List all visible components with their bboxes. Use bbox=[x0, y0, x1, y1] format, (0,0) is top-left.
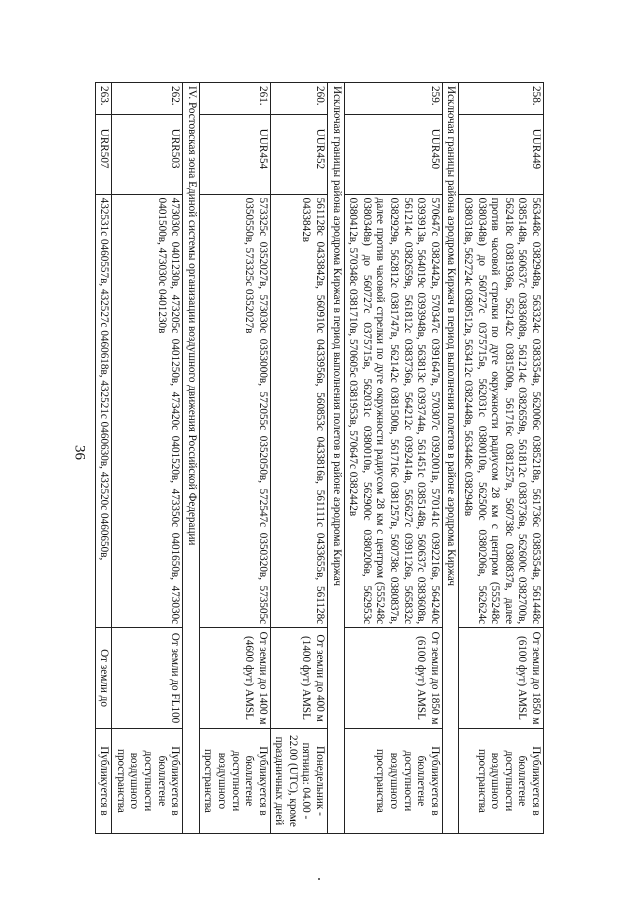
zone-coordinates: 561128с 0433842в, 560910с 0433956в, 560853с 0433816в, 561111с 0433655в, 561128с 0433842в bbox=[270, 194, 327, 628]
remarks: Публикуется в бюллетене доступности воздушного пространства bbox=[199, 728, 270, 833]
zone-id: URR507 bbox=[95, 114, 112, 194]
zone-id: UUR450 bbox=[344, 114, 442, 194]
page-number: 36 bbox=[71, 445, 88, 460]
vertical-limits: От земли до 400 м (1400 фут) AMSL bbox=[270, 628, 327, 729]
table-row-259 bbox=[344, 83, 442, 834]
remarks: Понедельник - пятница: 04.00 - 22.00 (UTC), кроме праздничных дней bbox=[270, 728, 327, 833]
row-number: 258. bbox=[459, 83, 544, 115]
table-row-262 bbox=[112, 83, 183, 834]
table-note-row bbox=[442, 83, 459, 834]
zone-coordinates: 570647с 0382442в, 570347с 0391647в, 570307с 0392001в, 570141с 0392216в, 564240с 0393913в, 564019с 0393948в, 563813с 0393744в, 561451с 0385148в, 560637с 0383608в, 561214с 0382659в, 561812с 0383736в, 564212с 0392414в, 565627с 0391126в, 565832с 0382929в, 562812с 0381747в, 562142с 0381500в, 561716с 0381257в, 560738с 0380837в, далее против часовой стрелки по дуге окружности радиусом 28 км с центром (555248с 0380348в) до 560727с 0375715в, 562031с 0380010в, 562900с 0380206в, 562953с 0380412в, 570348с 0381710в, 570605с 0381953в, 570647с 0382442в bbox=[344, 194, 442, 628]
table-row-263 bbox=[95, 83, 112, 834]
zone-id: UUR454 bbox=[199, 114, 270, 194]
remarks: Публикуется в бюллетене доступности воздушного пространства bbox=[459, 728, 544, 833]
zone-coordinates: 473030с 0401230в, 473205с 0401250в, 473420с 0401520в, 473350с 0401650в, 473030с 0401500в, 473030с 0401230в bbox=[112, 194, 183, 628]
row-number: 263. bbox=[95, 83, 112, 115]
vertical-limits: От земли до 1850 м (6100 фут) AMSL bbox=[344, 628, 442, 729]
zone-id: UUR449 bbox=[459, 114, 544, 194]
section-header-row bbox=[183, 83, 200, 834]
row-number: 262. bbox=[112, 83, 183, 115]
airspace-table-rotated bbox=[90, 82, 544, 834]
remarks: Публикуется в bbox=[95, 728, 112, 833]
table-note-row bbox=[328, 83, 345, 834]
row-number: 261. bbox=[199, 83, 270, 115]
table-row-258 bbox=[459, 83, 544, 834]
row-number: 260. bbox=[270, 83, 327, 115]
table-row-261 bbox=[199, 83, 270, 834]
row-number: 259. bbox=[344, 83, 442, 115]
section-heading: IV. Ростовская зона Единой системы организации воздушного движения Российской Федерации bbox=[183, 83, 200, 834]
vertical-limits: От земли до bbox=[95, 628, 112, 729]
zone-id: UUR452 bbox=[270, 114, 327, 194]
vertical-limits: От земли до FL100 bbox=[112, 628, 183, 729]
vertical-limits: От земли до 1850 м (6100 фут) AMSL bbox=[459, 628, 544, 729]
zone-coordinates: 432531с 0460557в, 432527с 0460618в, 432521с 0460630в, 432520с 0460650в, bbox=[95, 194, 112, 628]
remarks: Публикуется в бюллетене доступности воздушного пространства bbox=[112, 728, 183, 833]
table-row-260 bbox=[270, 83, 327, 834]
zone-coordinates: 563448с 0382948в, 563324с 0383354в, 562006с 0385218в, 561736с 0385354в, 561448с 0385148в, 560637с 0383608в, 561214с 0382659в, 561812с 0383736в, 562600с 0382700в, 562418с 0381936в, 562142с 0381500в, 561716с 0381257в, 560738с 0380837в, далее против часовой стрелки по дуге окружности радиусом 28 км с центром (555248с 0380348в) до 560727с 0375715в, 562031с 0380010в, 562500с 0380206в, 562624с 0380318в, 562724с 0380512в, 563412с 0382448в, 563448с 0382948в bbox=[459, 194, 544, 628]
scan-speck bbox=[318, 878, 320, 880]
zone-coordinates: 573325с 0352027в, 573030с 0353000в, 572055с 0352050в, 572547с 0350320в, 573505с 0350550в, 573325с 0352027в bbox=[199, 194, 270, 628]
airspace-table bbox=[95, 82, 544, 834]
exclusion-note: Исключая границы района аэродрома Киржач в период выполнения полетов в районе аэродрома Киржач bbox=[328, 83, 345, 834]
remarks: Публикуется в бюллетене доступности воздушного пространства bbox=[344, 728, 442, 833]
exclusion-note: Исключая границы района аэродрома Киржач в период выполнения полетов в районе аэродрома Киржач bbox=[442, 83, 459, 834]
vertical-limits: От земли до 1400 м (4600 фут) AMSL bbox=[199, 628, 270, 729]
zone-id: URR503 bbox=[112, 114, 183, 194]
